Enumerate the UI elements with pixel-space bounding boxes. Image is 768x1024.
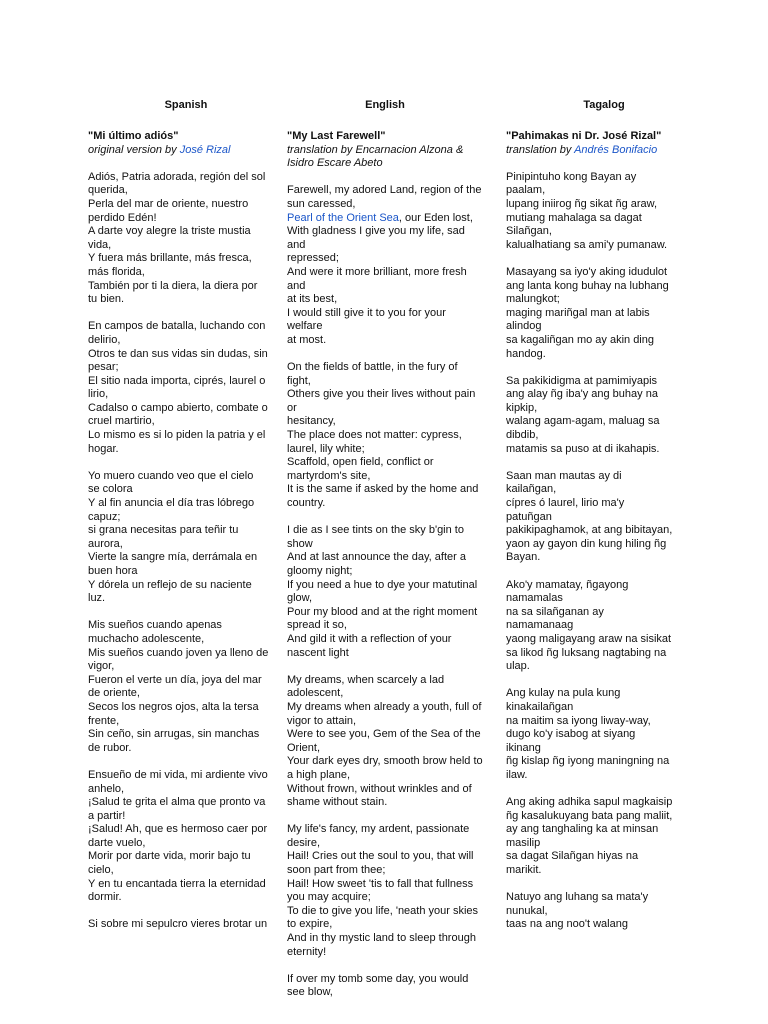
- poem-line: Ako'y mamatay, ñgayong: [506, 578, 629, 591]
- stanza: [506, 579, 692, 674]
- poem-line: hesitancy,: [287, 415, 336, 428]
- poem-line: kinakailañgan: [506, 700, 574, 713]
- poem-line: kailañgan,: [506, 483, 557, 496]
- byline-prefix: translation by Encarnacion Alzona &: [287, 143, 464, 156]
- poem-line: To die to give you life, 'neath your skies: [287, 904, 479, 917]
- poem-line: de rubor.: [88, 741, 132, 754]
- poem-line: Orient,: [287, 741, 321, 754]
- poem-line: dormir.: [88, 891, 122, 904]
- poem-line: pakikipaghamok, at ang bibitayan,: [506, 524, 673, 537]
- poem-line: soon part from thee;: [287, 864, 386, 877]
- poem-line: sa kagaliñgan mo ay akin ding: [506, 333, 654, 346]
- poem-line: Your dark eyes dry, smooth brow held to: [287, 755, 483, 768]
- poem-title-english: "My Last Farewell": [287, 130, 386, 142]
- poem-line: My dreams, when scarcely a lad: [287, 673, 445, 686]
- stanza: [287, 674, 483, 810]
- poem-line: frente,: [88, 714, 120, 727]
- stanzas-tagalog: [506, 171, 692, 932]
- poem-line: de oriente,: [88, 687, 140, 700]
- poem-line: Pinipintuho kong Bayan ay: [506, 170, 637, 183]
- poem-line: sa likod ñg luksang nagtabing na: [506, 646, 667, 659]
- poem-line: namamalas: [506, 592, 563, 605]
- poem-line: a partir!: [88, 809, 126, 822]
- poem-line: show: [287, 537, 313, 550]
- poem-line: Hail! How sweet 'tis to fall that fullness: [287, 877, 474, 890]
- poem-line: sa dagat Silañgan hiyas na: [506, 850, 639, 863]
- poem-line: And were it more brilliant, more fresh and: [287, 265, 467, 292]
- poem-line: ¡Salud te grita el alma que pronto va: [88, 796, 266, 809]
- poem-line: My life's fancy, my ardent, passionate: [287, 823, 470, 836]
- poem-line: alindog: [506, 320, 542, 333]
- stanza: [506, 687, 692, 782]
- pearl-of-the-orient-sea-link[interactable]: Pearl of the Orient Sea: [287, 211, 399, 224]
- stanza: [506, 470, 692, 565]
- poem-line: If over my tomb some day, you would: [287, 972, 469, 985]
- poem-line: to expire,: [287, 918, 333, 931]
- poem-line: na maitim sa iyong liway-way,: [506, 714, 651, 727]
- poem-line: darte vuelo,: [88, 836, 146, 849]
- poem-line: Fueron el verte un día, joya del mar: [88, 673, 262, 686]
- poem-line: Saan man mautas ay di: [506, 469, 622, 482]
- stanza: [287, 973, 483, 1000]
- poem-line: pesar;: [88, 361, 119, 374]
- poem-line: vigor to attain,: [287, 714, 357, 727]
- poem-line: On the fields of battle, in the fury of fight,: [287, 361, 458, 387]
- poem-line: maging mariñgal man at labis: [506, 306, 650, 319]
- stanza: [88, 171, 284, 307]
- poem-line: namamanaag: [506, 619, 574, 632]
- poem-line: luz.: [88, 592, 106, 605]
- column-header-tagalog: Tagalog: [583, 99, 625, 111]
- poem-line: Ang kulay na pula kung: [506, 687, 621, 700]
- poem-line: vida,: [88, 238, 112, 251]
- stanza: [506, 375, 692, 457]
- poem-line: yaong maligayang araw na sisikat: [506, 632, 672, 645]
- poem-line: Otros te dan sus vidas sin dudas, sin: [88, 347, 268, 360]
- poem-line: eternity!: [287, 945, 327, 958]
- poem-line: Secos los negros ojos, alta la tersa: [88, 700, 259, 713]
- stanza: [88, 769, 284, 905]
- poem-line: lupang iniirog ñg sikat ñg araw,: [506, 197, 658, 210]
- stanzas-english: [287, 184, 483, 1000]
- poem-line: ikinang: [506, 741, 541, 754]
- poem-line: I die as I see tints on the sky b'gin to: [287, 524, 464, 537]
- byline-english: [287, 144, 483, 171]
- poem-line: walang agam-agam, maluag sa: [506, 415, 660, 428]
- poem-line: Y en tu encantada tierra la eternidad: [88, 877, 266, 890]
- author-link-jose-rizal[interactable]: José Rizal: [179, 143, 231, 156]
- poem-line: repressed;: [287, 252, 339, 265]
- poem-line: Morir por darte vida, morir bajo tu: [88, 850, 251, 863]
- poem-line: at its best,: [287, 293, 338, 306]
- poem-line: And at last announce the day, after a: [287, 551, 466, 564]
- poem-line: Vierte la sangre mía, derrámala en: [88, 551, 258, 564]
- poem-line: mutiang mahalaga sa dagat: [506, 211, 642, 224]
- poem-line: a high plane,: [287, 768, 350, 781]
- poem-line: ulap.: [506, 660, 530, 673]
- poem-line: With gladness I give you my life, sad and: [287, 225, 465, 251]
- poem-line: tu bien.: [88, 293, 125, 306]
- poem-line: Yo muero cuando veo que el cielo: [88, 469, 254, 482]
- poem-line: Silañgan,: [506, 225, 552, 238]
- poem-line: Ang aking adhika sapul magkaisip: [506, 796, 673, 809]
- poem-line: desire,: [287, 836, 321, 849]
- poem-line: Without frown, without wrinkles and of: [287, 782, 472, 795]
- poem-line: Pour my blood and at the right moment: [287, 605, 478, 618]
- poem-line: Hail! Cries out the soul to you, that will: [287, 850, 474, 863]
- poem-line: ñg kasalukuyang bata pang maliit,: [506, 809, 673, 822]
- poem-line: cruel martirio,: [88, 415, 155, 428]
- tagalog-column: [506, 98, 692, 946]
- poem-line: The place does not matter: cypress,: [287, 429, 462, 442]
- stanza: [287, 524, 483, 660]
- poem-line: si grana necesitas para teñir tu: [88, 524, 239, 537]
- poem-line: dibdib,: [506, 429, 539, 442]
- stanza: [88, 320, 284, 456]
- poem-line: yaon ay gayon din kung hiling ñg: [506, 537, 667, 550]
- poem-line: Cadalso o campo abierto, combate o: [88, 401, 268, 414]
- poem-line: En campos de batalla, luchando con: [88, 320, 266, 333]
- poem-line: masilip: [506, 836, 541, 849]
- poem-line: cípres ó laurel, lirio ma'y: [506, 497, 625, 510]
- poem-line: spread it so,: [287, 619, 347, 632]
- poem-line: delirio,: [88, 333, 121, 346]
- poem-line: nascent light: [287, 646, 349, 659]
- poem-line: Bayan.: [506, 551, 541, 564]
- poem-line: handog.: [506, 347, 546, 360]
- poem-line: ang lanta kong buhay na lubhang: [506, 279, 669, 292]
- poem-line: nunukal,: [506, 904, 548, 917]
- poem-line: cielo,: [88, 864, 114, 877]
- poem-line: Mis sueños cuando joven ya lleno de: [88, 646, 269, 659]
- author-link-andres-bonifacio[interactable]: Andrés Bonifacio: [574, 143, 658, 156]
- poem-line: ñg kislap ñg iyong maningning na: [506, 755, 670, 768]
- poem-title-spanish: "Mi último adiós": [88, 130, 179, 142]
- poem-line: ilaw.: [506, 768, 528, 781]
- poem-line: paalam,: [506, 184, 546, 197]
- poem-line: I would still give it to you for your welfare: [287, 306, 446, 333]
- poem-line: malungkot;: [506, 293, 560, 306]
- stanza: [287, 823, 483, 959]
- column-header-english: English: [365, 99, 405, 111]
- stanza: [506, 266, 692, 361]
- poem-line: querida,: [88, 184, 128, 197]
- stanza: [88, 918, 284, 932]
- poem-line: at most.: [287, 333, 327, 346]
- poem-line: Adiós, Patria adorada, región del sol: [88, 170, 266, 183]
- column-header-spanish: Spanish: [164, 99, 208, 111]
- spanish-column: [88, 98, 284, 946]
- poem-line: Y fuera más brillante, más fresca,: [88, 252, 252, 265]
- stanza: [506, 891, 692, 932]
- poem-line: marikit.: [506, 864, 542, 877]
- poem-line: dugo ko'y isabog at siyang: [506, 728, 636, 741]
- stanza: [88, 470, 284, 606]
- poem-line: My dreams when already a youth, full of: [287, 700, 482, 713]
- poem-line: matamis sa puso at di ikahapis.: [506, 442, 660, 455]
- poem-line: It is the same if asked by the home and: [287, 483, 479, 496]
- poem-line: se colora: [88, 483, 133, 496]
- poem-line: If you need a hue to dye your matutinal: [287, 578, 478, 591]
- poem-line: martyrdom's site,: [287, 469, 371, 482]
- poem-line: shame without stain.: [287, 796, 388, 809]
- poem-line: El sitio nada importa, ciprés, laurel o: [88, 374, 266, 387]
- stanza: [287, 184, 483, 347]
- poem-line: hogar.: [88, 442, 119, 455]
- poem-line: taas na ang noo't walang: [506, 918, 628, 931]
- poem-line-text: , our Eden lost,: [398, 211, 473, 224]
- poem-line: Y dórela un reflejo de su naciente: [88, 578, 252, 591]
- stanza: [88, 619, 284, 755]
- poem-line: And in thy mystic land to sleep through: [287, 932, 476, 945]
- poem-line: buen hora: [88, 565, 138, 577]
- poem-line: más florida,: [88, 265, 145, 278]
- poem-line: Mis sueños cuando apenas: [88, 619, 222, 632]
- poem-line: sun caressed,: [287, 197, 356, 210]
- poem-line: Masayang sa iyo'y aking idudulot: [506, 265, 668, 278]
- poem-line: vigor,: [88, 660, 115, 673]
- poem-line: lirio,: [88, 388, 109, 401]
- poem-line: patuñgan: [506, 510, 552, 523]
- poem-line: ay ang tanghaling ka at minsan: [506, 823, 659, 836]
- poem-line: [287, 212, 483, 226]
- poem-line: gloomy night;: [287, 565, 353, 577]
- byline-suffix: Isidro Escare Abeto: [287, 157, 383, 170]
- poem-line: Y al fin anuncia el día tras lóbrego: [88, 497, 255, 510]
- poem-line: And gild it with a reflection of your: [287, 632, 452, 645]
- poem-line: kalualhatiang sa ami'y pumanaw.: [506, 238, 668, 251]
- poem-line: muchacho adolescente,: [88, 632, 205, 645]
- poem-line: Lo mismo es si lo piden la patria y el: [88, 429, 266, 442]
- poem-line: ang alay ñg iba'y ang buhay na: [506, 388, 658, 401]
- poem-title-tagalog: "Pahimakas ni Dr. José Rizal": [506, 130, 662, 142]
- poem-line: anhelo,: [88, 782, 125, 795]
- poem-line: Sin ceño, sin arrugas, sin manchas: [88, 728, 260, 741]
- poem-line: También por ti la diera, la diera por: [88, 279, 258, 292]
- byline-prefix: original version by: [88, 143, 180, 156]
- poem-line: Farewell, my adored Land, region of the: [287, 184, 482, 197]
- poem-line: Were to see you, Gem of the Sea of the: [287, 728, 481, 741]
- poem-line: Scaffold, open field, conflict or: [287, 456, 434, 469]
- poem-line: Ensueño de mi vida, mi ardiente vivo: [88, 768, 268, 781]
- poem-line: Natuyo ang luhang sa mata'y: [506, 891, 649, 904]
- byline-spanish: [88, 144, 284, 158]
- poem-line: A darte voy alegre la triste mustia: [88, 225, 251, 238]
- poem-line: you may acquire;: [287, 891, 371, 904]
- poem-line: laurel, lily white;: [287, 442, 365, 455]
- poem-line: ¡Salud! Ah, que es hermoso caer por: [88, 823, 268, 836]
- poem-line: perdido Edén!: [88, 211, 157, 224]
- byline-prefix: translation by: [506, 143, 575, 156]
- poem-line: Perla del mar de oriente, nuestro: [88, 197, 249, 210]
- poem-line: capuz;: [88, 510, 121, 523]
- stanza: [506, 171, 692, 253]
- poem-line: Si sobre mi sepulcro vieres brotar un: [88, 918, 268, 931]
- poem-line: Sa pakikidigma at pamimiyapis: [506, 374, 658, 387]
- byline-tagalog: [506, 144, 692, 158]
- poem-line: glow,: [287, 592, 313, 605]
- poem-line: country.: [287, 497, 326, 510]
- stanza: [506, 796, 692, 878]
- english-column: [287, 98, 483, 1014]
- poem-line: aurora,: [88, 537, 123, 550]
- poem-line: see blow,: [287, 986, 333, 999]
- poem-line: adolescent,: [287, 687, 344, 700]
- poem-line: Others give you their lives without pain or: [287, 388, 476, 414]
- poem-line: kipkip,: [506, 401, 538, 414]
- poem-line: na sa silañganan ay: [506, 605, 604, 618]
- stanza: [287, 361, 483, 511]
- stanzas-spanish: [88, 171, 284, 932]
